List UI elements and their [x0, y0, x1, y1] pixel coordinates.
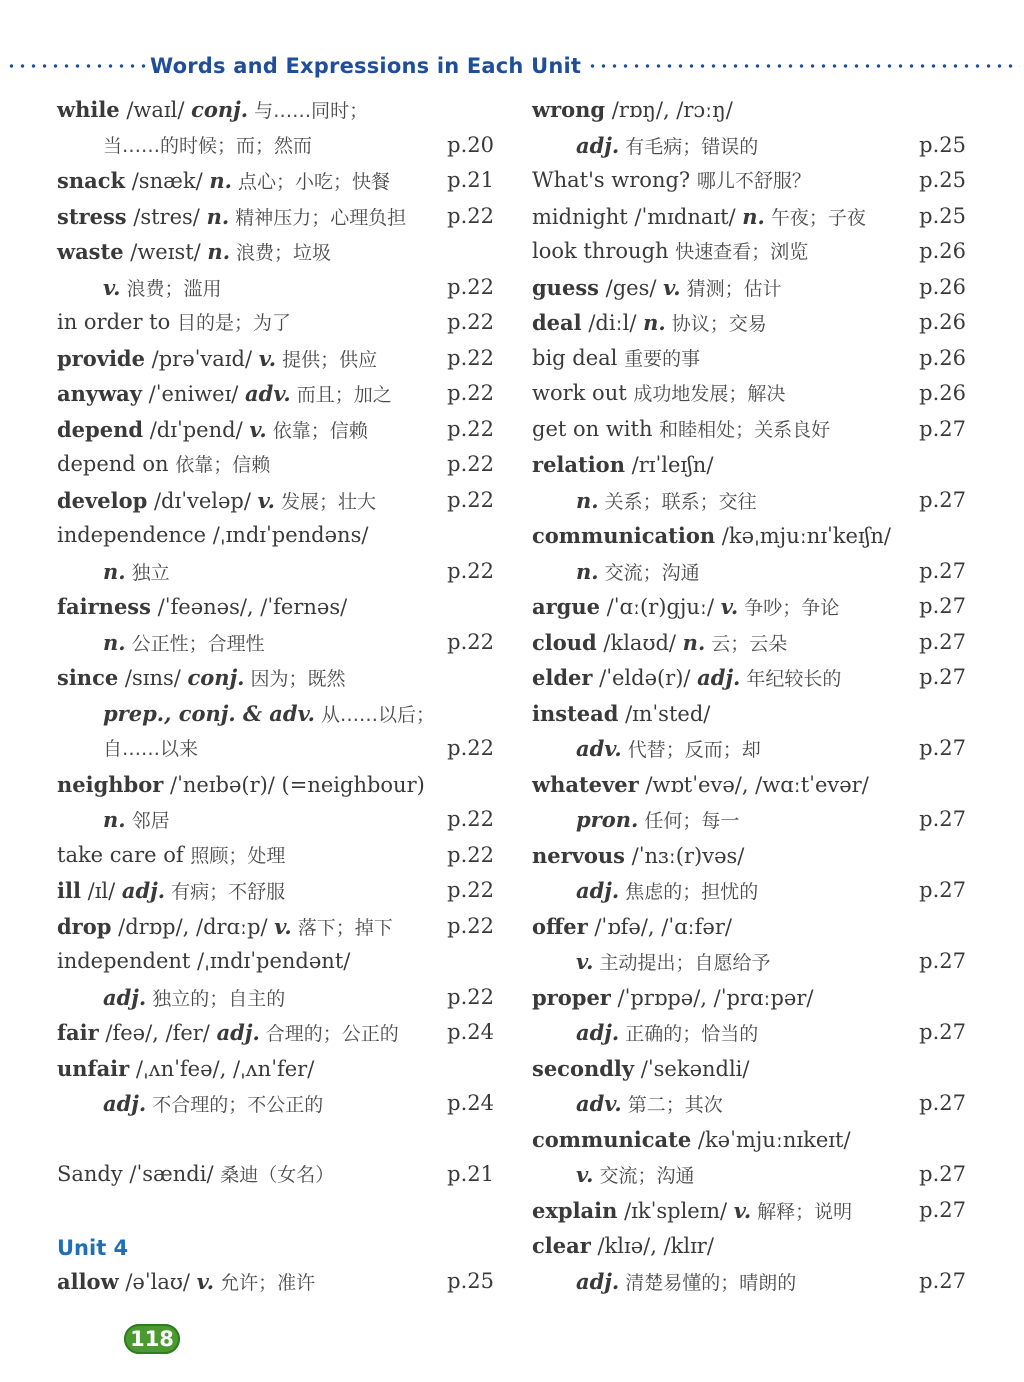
phonetic: /kəˌmjuːnɪˈkeɪʃn/	[715, 524, 891, 548]
part-of-speech: n.	[103, 558, 126, 584]
spacer	[57, 1122, 494, 1158]
phonetic: /rɒŋ/, /rɔːŋ/	[605, 98, 733, 122]
part-of-speech: adj.	[216, 1020, 260, 1045]
entry-continuation	[532, 1157, 966, 1193]
page-reference: p.26	[919, 274, 966, 299]
page-reference: p.27	[919, 949, 966, 973]
page-reference: p.26	[919, 345, 966, 370]
vocab-entry	[532, 163, 966, 199]
entry-text: midnight /ˈmɪdnaɪt/	[532, 204, 743, 229]
chinese-meaning: 猜测；估计	[680, 277, 782, 300]
chinese-meaning: 年纪较长的	[740, 668, 842, 690]
vocab-entry	[532, 376, 966, 412]
page-reference: p.27	[919, 1020, 966, 1044]
page-reference: p.27	[919, 629, 966, 654]
headword: deal	[532, 310, 582, 335]
entry-text: Sandy /ˈsændi/	[57, 1162, 221, 1186]
part-of-speech: adv.	[576, 1091, 622, 1116]
phonetic: /ˈnɜː(r)vəs/	[625, 843, 745, 868]
phonetic: /rɪˈleɪʃn/	[624, 453, 714, 477]
page-reference: p.22	[447, 310, 494, 334]
page-reference: p.25	[919, 168, 966, 192]
chinese-meaning: 交流；沟通	[593, 1165, 695, 1187]
chinese-meaning: 主动提出；自愿给予	[593, 952, 771, 974]
page-reference: p.27	[919, 1091, 966, 1115]
entry-continuation	[57, 802, 494, 838]
phonetic: /ˈfeənəs/, /ˈfernəs/	[150, 595, 348, 619]
entry-continuation	[57, 128, 494, 164]
part-of-speech: pron.	[576, 807, 639, 832]
part-of-speech: v.	[733, 1197, 752, 1223]
headword: ill	[57, 878, 81, 903]
phonetic: /snæk/	[125, 169, 210, 193]
page-reference: p.22	[447, 878, 494, 902]
vocab-entry	[532, 270, 966, 306]
vocab-entry	[57, 341, 494, 377]
headword: since	[57, 665, 119, 690]
chinese-meaning: 关系；联系；交往	[598, 490, 757, 513]
chinese-meaning: 独立的；自主的	[146, 987, 286, 1010]
part-of-speech: n.	[643, 310, 666, 335]
page-reference: p.27	[919, 594, 966, 618]
part-of-speech: adj.	[103, 1091, 147, 1116]
headword: explain	[532, 1197, 618, 1223]
part-of-speech: adj.	[121, 878, 166, 903]
page-reference: p.25	[447, 1268, 494, 1293]
page-reference: p.22	[447, 487, 494, 512]
chinese-meaning: 合理的；公正的	[259, 1023, 399, 1045]
chinese-meaning: 协议；交易	[665, 313, 767, 335]
page-reference: p.22	[447, 629, 494, 654]
vocab-entry	[532, 980, 966, 1016]
phonetic: /ˈɑː(r)gjuː/	[599, 595, 721, 619]
part-of-speech: v.	[720, 594, 739, 619]
page-reference: p.22	[447, 274, 494, 299]
part-of-speech: v.	[257, 487, 275, 513]
headword: nervous	[532, 842, 625, 868]
right-column	[532, 92, 966, 1299]
entry-continuation	[532, 1264, 966, 1300]
entry-continuation	[57, 731, 494, 767]
vocab-entry	[57, 376, 494, 412]
part-of-speech: n.	[103, 629, 126, 655]
entry-text: independence /ˌɪndɪˈpendəns/	[57, 523, 369, 547]
chinese-meaning: 争吵；争论	[738, 597, 840, 619]
headword: argue	[532, 594, 600, 619]
chinese-meaning: 落下；掉下	[291, 916, 393, 939]
part-of-speech: v.	[663, 274, 681, 300]
page-reference: p.25	[919, 203, 966, 228]
page-number-badge: 118	[124, 1324, 180, 1354]
part-of-speech: n.	[576, 487, 599, 513]
entry-continuation	[532, 1015, 966, 1051]
page-reference: p.22	[447, 203, 494, 228]
chinese-meaning: 代替；反而；却	[621, 739, 761, 761]
chinese-meaning: 自……以来	[103, 738, 199, 760]
page-reference: p.22	[447, 452, 494, 476]
page-reference: p.20	[447, 132, 494, 157]
vocab-entry	[532, 92, 966, 128]
part-of-speech: v.	[258, 345, 277, 371]
vocab-entry	[57, 1015, 494, 1051]
entry-continuation	[532, 483, 966, 519]
vocab-entry	[532, 696, 966, 732]
headword: fairness	[57, 594, 151, 619]
page-reference: p.24	[447, 1091, 494, 1115]
page-reference: p.26	[919, 381, 966, 405]
phonetic: /kəˈmjuːnɪkeɪt/	[691, 1127, 851, 1152]
chinese-meaning: 成功地发展；解决	[633, 383, 786, 405]
vocab-entry	[532, 838, 966, 874]
part-of-speech: conj.	[191, 97, 249, 122]
part-of-speech: v.	[196, 1268, 215, 1294]
entry-continuation	[57, 696, 494, 732]
page-reference: p.27	[919, 736, 966, 760]
page-reference: p.22	[447, 416, 494, 441]
part-of-speech: v.	[576, 949, 594, 974]
entry-continuation	[532, 1086, 966, 1122]
phonetic: /stres/	[126, 204, 207, 229]
phonetic: /feə/, /fer/	[98, 1021, 217, 1045]
page-reference: p.27	[919, 1268, 966, 1293]
entry-continuation	[532, 731, 966, 767]
phonetic: /ˈprɒpə/, /ˈprɑːpər/	[610, 985, 814, 1010]
headword: cloud	[532, 629, 597, 655]
chinese-meaning: 与……同时；	[248, 100, 369, 122]
phonetic: /ˌʌnˈfeə/, /ˌʌnˈfer/	[129, 1056, 315, 1081]
headword: provide	[57, 345, 145, 371]
chinese-meaning: 交流；沟通	[598, 561, 700, 584]
page-reference: p.22	[447, 345, 494, 370]
part-of-speech: v.	[249, 416, 267, 442]
chinese-meaning: 有病；不舒服	[165, 881, 286, 903]
chinese-meaning: 发展；壮大	[275, 490, 377, 513]
entry-continuation	[57, 270, 494, 306]
phonetic: /ˈsekəndli/	[634, 1056, 750, 1081]
phonetic: /ˈeniweɪ/	[141, 382, 246, 406]
vocab-entry	[532, 341, 966, 377]
vocab-entry	[57, 1051, 494, 1087]
page-reference: p.22	[447, 558, 494, 583]
vocab-entry	[57, 199, 494, 235]
page-reference: p.21	[447, 168, 494, 192]
part-of-speech: adj.	[103, 984, 147, 1010]
phonetic: /prəˈvaɪd/	[144, 346, 259, 371]
phonetic: /dɪˈpend/	[143, 417, 250, 442]
part-of-speech: adj.	[576, 1268, 620, 1294]
chinese-meaning: 依靠；信赖	[266, 419, 368, 442]
page-reference: p.27	[919, 1162, 966, 1186]
vocab-entry	[57, 1264, 494, 1300]
headword: offer	[532, 913, 588, 939]
phonetic: /diːl/	[581, 311, 644, 335]
entry-text: depend on	[57, 452, 176, 476]
phonetic: /klaʊd/	[596, 630, 683, 655]
headword: drop	[57, 913, 112, 939]
headword: waste	[57, 239, 124, 264]
vocab-entry	[57, 234, 494, 270]
entry-continuation	[532, 944, 966, 980]
page-reference: p.27	[919, 1197, 966, 1222]
entry-continuation	[57, 980, 494, 1016]
phonetic: /klɪə/, /klɪr/	[590, 1234, 714, 1258]
chinese-meaning: 照顾；处理	[190, 844, 286, 867]
chinese-meaning: 允许；准许	[214, 1271, 316, 1294]
vocab-entry	[57, 589, 494, 625]
chinese-meaning: 因为；既然	[244, 668, 346, 690]
entry-text: work out	[532, 381, 634, 405]
entry-text: in order to	[57, 310, 177, 334]
page-header	[0, 50, 1024, 82]
phonetic: /wɒtˈevə/, /wɑːtˈevər/	[638, 772, 869, 797]
part-of-speech: adj.	[576, 1020, 620, 1045]
headword: guess	[532, 274, 599, 300]
vocab-entry	[57, 660, 494, 696]
page-reference: p.27	[919, 665, 966, 689]
header-title: Words and Expressions in Each Unit	[150, 54, 582, 78]
entry-text: get on with	[532, 416, 660, 441]
headword: communication	[532, 523, 716, 548]
vocab-entry	[57, 767, 494, 803]
chinese-meaning: 不合理的；不公正的	[146, 1094, 324, 1116]
chinese-meaning: 云；云朵	[705, 632, 788, 655]
part-of-speech: v.	[103, 274, 121, 300]
part-of-speech: adj.	[576, 132, 620, 158]
headword: develop	[57, 487, 148, 513]
part-of-speech: adj.	[576, 878, 620, 903]
headword: neighbor	[57, 771, 164, 797]
vocab-entry	[57, 873, 494, 909]
vocab-entry	[532, 412, 966, 448]
headword: clear	[532, 1233, 591, 1258]
vocab-entry	[57, 92, 494, 128]
headword: unfair	[57, 1055, 130, 1081]
part-of-speech: n.	[103, 807, 126, 832]
entry-continuation	[57, 554, 494, 590]
page-reference: p.26	[919, 310, 966, 334]
vocab-entry	[532, 660, 966, 696]
chinese-meaning: 邻居	[125, 810, 170, 832]
chinese-meaning: 焦虑的；担忧的	[619, 881, 759, 903]
page-reference: p.27	[919, 416, 966, 441]
chinese-meaning: 清楚易懂的；晴朗的	[619, 1271, 797, 1294]
page-reference: p.22	[447, 913, 494, 938]
entry-text: independent /ˌɪndɪˈpendənt/	[57, 949, 351, 973]
chinese-meaning: 目的是；为了	[176, 312, 291, 334]
part-of-speech: n.	[207, 239, 231, 264]
chinese-meaning: 解释；说明	[751, 1200, 853, 1223]
vocab-entry	[57, 305, 494, 341]
vocab-entry	[532, 1228, 966, 1264]
phonetic: /ges/	[598, 275, 664, 300]
headword: wrong	[532, 97, 606, 122]
page-reference: p.27	[919, 807, 966, 831]
headword: stress	[57, 203, 127, 229]
entry-text: What's wrong?	[532, 168, 697, 192]
headword: whatever	[532, 771, 639, 797]
entry-text: look through	[532, 239, 676, 263]
chinese-meaning: 午夜；子夜	[764, 206, 866, 229]
page-reference: p.21	[447, 1162, 494, 1186]
vocab-entry	[532, 518, 966, 554]
vocab-entry	[532, 234, 966, 270]
chinese-meaning: 快速查看；浏览	[675, 241, 809, 263]
header-dots-right	[587, 63, 1020, 69]
part-of-speech: n.	[206, 203, 230, 229]
chinese-meaning: 提供；供应	[276, 348, 378, 371]
part-of-speech: conj.	[187, 665, 245, 690]
vocab-entry	[57, 944, 494, 980]
vocab-entry	[532, 199, 966, 235]
headword: snack	[57, 168, 126, 193]
headword: fair	[57, 1020, 99, 1045]
part-of-speech: adv.	[245, 381, 291, 406]
headword: anyway	[57, 381, 142, 406]
chinese-meaning: 和睦相处；关系良好	[659, 418, 831, 441]
vocab-entry	[57, 447, 494, 483]
page-reference: p.27	[919, 558, 966, 583]
vocab-entry	[57, 163, 494, 199]
part-of-speech: adv.	[576, 736, 622, 761]
vocab-entry	[532, 1122, 966, 1158]
page-reference: p.27	[919, 487, 966, 512]
entry-text: big deal	[532, 345, 625, 370]
phonetic: /sɪns/	[118, 666, 188, 690]
headword: allow	[57, 1268, 119, 1294]
vocab-entry	[532, 767, 966, 803]
page-reference: p.22	[447, 984, 494, 1009]
vocab-entry	[57, 518, 494, 554]
vocab-entry	[532, 589, 966, 625]
headword: relation	[532, 452, 625, 477]
page-reference: p.25	[919, 132, 966, 157]
chinese-meaning: 精神压力；心理负担	[229, 206, 407, 229]
phonetic: /weɪst/	[123, 240, 208, 264]
phonetic: /waɪl/	[119, 98, 192, 122]
part-of-speech: n.	[742, 203, 765, 229]
vocab-entry	[57, 909, 494, 945]
headword: depend	[57, 416, 144, 442]
vocab-entry	[532, 447, 966, 483]
part-of-speech: adj.	[697, 665, 741, 690]
entry-text: take care of	[57, 842, 191, 867]
headword: proper	[532, 984, 611, 1010]
page-reference: p.27	[919, 878, 966, 902]
phonetic: /dɪˈveləp/	[147, 488, 258, 513]
part-of-speech: n.	[209, 168, 232, 193]
part-of-speech: prep., conj. & adv.	[103, 700, 315, 726]
header-dots-left	[6, 63, 148, 69]
phonetic: /ˈeldə(r)/	[592, 666, 698, 690]
headword: while	[57, 97, 120, 122]
spacer	[57, 1193, 494, 1229]
vocab-entry	[532, 1051, 966, 1087]
chinese-meaning: 而且；加之	[290, 384, 392, 406]
chinese-meaning: 哪儿不舒服？	[696, 170, 811, 192]
vocab-entry	[57, 412, 494, 448]
page-reference: p.24	[447, 1020, 494, 1044]
phonetic: /drɒp/, /drɑːp/	[111, 914, 275, 939]
headword: communicate	[532, 1126, 692, 1152]
page-reference: p.26	[919, 239, 966, 263]
vocab-entry	[57, 483, 494, 519]
vocab-entry	[57, 838, 494, 874]
headword: elder	[532, 665, 593, 690]
chinese-meaning: 浪费；垃圾	[230, 242, 332, 264]
chinese-meaning: 独立	[125, 561, 170, 584]
entry-continuation	[57, 1086, 494, 1122]
phonetic: /ɪl/	[80, 879, 122, 903]
vocab-entry	[532, 909, 966, 945]
chinese-meaning: 桑迪（女名）	[220, 1164, 335, 1186]
unit-heading: Unit 4	[57, 1236, 129, 1260]
entry-continuation	[532, 128, 966, 164]
phonetic: /ˈɒfə/, /ˈɑːfər/	[587, 914, 732, 939]
vocab-entry	[57, 1157, 494, 1193]
chinese-meaning: 有毛病；错误的	[619, 135, 759, 158]
chinese-meaning: 正确的；恰当的	[619, 1023, 759, 1045]
chinese-meaning: 点心；小吃；快餐	[231, 171, 390, 193]
headword: secondly	[532, 1055, 635, 1081]
part-of-speech: n.	[682, 629, 706, 655]
phonetic: /ˈneɪbə(r)/ (=neighbour)	[163, 772, 425, 797]
chinese-meaning: 任何；每一	[638, 810, 740, 832]
part-of-speech: v.	[576, 1162, 594, 1187]
phonetic: /ɪnˈsted/	[618, 701, 711, 726]
phonetic: /əˈlaʊ/	[118, 1269, 197, 1294]
chinese-meaning: 公正性；合理性	[125, 632, 265, 655]
part-of-speech: v.	[274, 913, 292, 939]
entry-continuation	[532, 802, 966, 838]
chinese-meaning: 依靠；信赖	[175, 454, 271, 476]
chinese-meaning: 重要的事	[624, 347, 701, 370]
page-reference: p.22	[447, 842, 494, 867]
entry-continuation	[532, 554, 966, 590]
entry-continuation	[57, 625, 494, 661]
left-column	[57, 92, 494, 1299]
page-reference: p.22	[447, 807, 494, 831]
page-reference: p.22	[447, 736, 494, 760]
part-of-speech: n.	[576, 558, 599, 584]
chinese-meaning: 第二；其次	[621, 1094, 723, 1116]
page-reference: p.22	[447, 381, 494, 405]
headword: instead	[532, 700, 619, 726]
vocab-entry	[532, 625, 966, 661]
chinese-meaning: 浪费；滥用	[120, 277, 222, 300]
chinese-meaning: 当……的时候；而；然而	[103, 134, 313, 157]
chinese-meaning: 从……以后；	[314, 703, 436, 726]
entry-continuation	[532, 873, 966, 909]
phonetic: /ɪkˈspleɪn/	[617, 1198, 734, 1223]
vocab-entry	[532, 1193, 966, 1229]
vocab-entry	[532, 305, 966, 341]
